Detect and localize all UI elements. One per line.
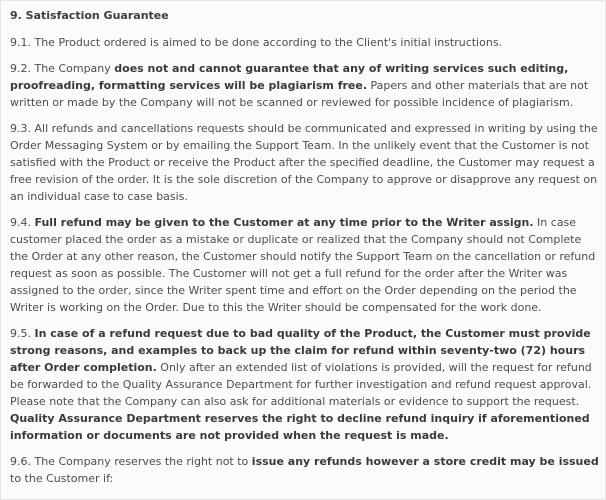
section-title: 9. Satisfaction Guarantee [10, 9, 169, 22]
paragraph-list [10, 34, 601, 487]
clause-text: 9.1. The Product ordered is aimed to be done according to the Client's initial instructions. [10, 36, 503, 49]
clause-text: 9.4. [10, 216, 35, 229]
clause-emphasis: does not and cannot guarantee that any of writing services such editing, proofreading, formatting services will be plagiarism free. [10, 62, 569, 92]
clause-text: 9.6. The Company reserves the right not to [10, 455, 252, 468]
clause-paragraph [10, 60, 601, 111]
clause-text: Only after an extended list of violations is provided, will the request for refund be forwarded to the Quality Assurance Department for further investigation and refund request approval. Please note that the Company can also ask for additional materials or evidence to support the request. [10, 361, 592, 408]
clause-paragraph [10, 214, 601, 316]
clause-emphasis: In case of a refund request due to bad quality of the Product, the Customer must provide strong reasons, and examples to back up the claim for refund within seventy-two (72) hours after Order completion. [10, 327, 591, 374]
clause-emphasis: Quality Assurance Department reserves the right to decline refund inquiry if aforementioned information or documents are not provided when the request is made. [10, 412, 590, 442]
clause-paragraph [10, 453, 601, 487]
clause-text: 9.2. The Company [10, 62, 115, 75]
clause-paragraph [10, 120, 601, 205]
clause-text: 9.5. [10, 327, 35, 340]
clause-paragraph [10, 34, 601, 51]
clause-emphasis: issue any refunds however a store credit may be issued [251, 455, 599, 468]
clause-text: In case customer placed the order as a mistake or duplicate or realized that the Company should not Complete the Order at any other reason, the Customer should notify the Support Team on the cancellation or refund request as soon as possible. The Customer will not get a full refund for the order after the Writer was assigned to the order, since the Writer spent time and effort on the Order depending on the period the Writer is working on the Order. Due to this the Writer should be compensated for the work done. [10, 216, 596, 314]
clause-paragraph [10, 325, 601, 444]
clause-text: 9.3. All refunds and cancellations requests should be communicated and expressed in writing by using the Order Messaging System or by emailing the Support Team. In the unlikely event that the Customer is not satisfied with the Product or receive the Product after the specified deadline, the Customer may request a free revision of the order. It is the sole discretion of the Company to approve or disapprove any request on an individual case to case basis. [10, 122, 598, 203]
clause-text: to the Customer if: [10, 472, 114, 485]
clause-emphasis: Full refund may be given to the Customer at any time prior to the Writer assign. [34, 216, 534, 229]
clause-text: Papers and other materials that are not written or made by the Company will not be scanned or reviewed for possible incidence of plagiarism. [10, 79, 589, 109]
